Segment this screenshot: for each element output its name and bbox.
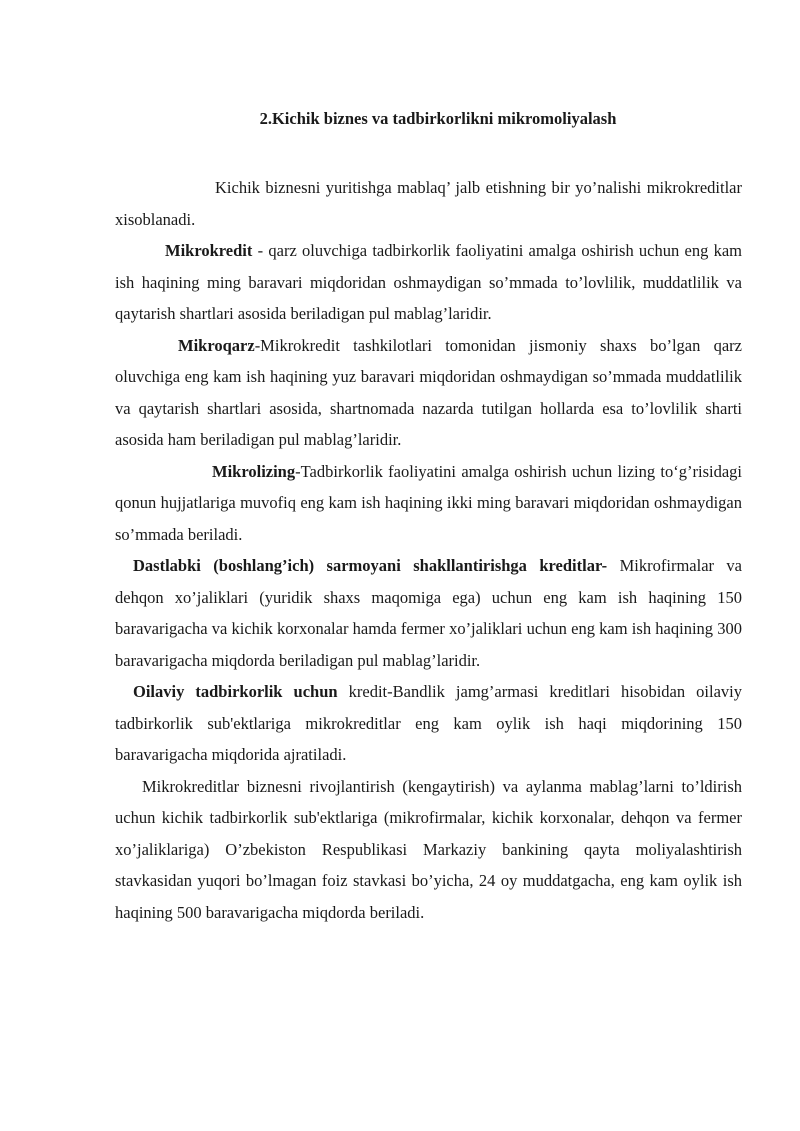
paragraph-text: Kichik biznesni yuritishga mablaq’ jalb etishning bir yo’nalishi mikrokreditlar xisoblanadi. xyxy=(115,178,742,229)
paragraph-intro xyxy=(115,172,742,235)
term-mikrolizing: Mikrolizing xyxy=(212,461,296,481)
paragraph-text: -Tadbirkorlik faoliyatini amalga oshirish uchun lizing to‘g’risidagi qonun hujjatlariga muvofiq eng kam ish haqining ikki ming baravari miqdoridan oshmaydigan so’mmada beriladi. xyxy=(115,461,742,544)
paragraph-text: Mikrofirmalar va dehqon xo’jaliklari (yuridik shaxs maqomiga ega) uchun eng kam ish haqining 150 baravarigacha va kichik korxonalar hamda fermer xo’jaliklari uchun eng kam ish haqining 300 baravarigacha miqdorda beriladigan pul mablag’laridir. xyxy=(115,556,743,670)
term-mikroqarz: Mikroqarz xyxy=(178,335,255,355)
term-oilaviy-tadbirkorlik: Oilaviy tadbirkorlik uchun xyxy=(133,682,338,701)
paragraph-mikroqarz xyxy=(115,330,742,456)
paragraph-text: kredit-Bandlik jamg’armasi kreditlari hisobidan oilaviy tadbirkorlik sub'ektlariga mikrokreditlar eng kam oylik ish haqi miqdorining 150 baravarigacha miqdorida ajratiladi. xyxy=(115,682,742,764)
section-title: 2.Kichik biznes va tadbirkorlikni mikromoliyalash xyxy=(259,109,617,128)
paragraph-mikrokredit xyxy=(115,235,742,330)
term-dastlabki-kreditlar: Dastlabki (boshlang’ich) sarmoyani shakllantirishga kreditlar- xyxy=(133,556,608,575)
paragraph-mikrokreditlar-shartlari xyxy=(115,771,742,929)
term-mikrokredit: Mikrokredit xyxy=(165,241,253,260)
paragraph-oilaviy-tadbirkorlik xyxy=(115,676,742,771)
paragraph-text: Mikrokreditlar biznesni rivojlantirish (kengaytirish) va aylanma mablag’larni to’ldirish uchun kichik tadbirkorlik sub'ektlariga (mikrofirmalar, kichik korxonalar, dehqon va fermer xo’jaliklariga) O’zbekiston Respublikasi Markaziy bankining qayta moliyalashtirish stavkasidan yuqori bo’lmagan foiz stavkasi bo’yicha, 24 oy muddatgacha, eng kam oylik ish haqining 500 baravarigacha miqdorda beriladi. xyxy=(115,776,742,922)
paragraph-text: - qarz oluvchiga tadbirkorlik faoliyatini amalga oshirish uchun eng kam ish haqining ming baravari miqdoridan oshmaydigan so’mmada to’lovlilik, muddatlilik va qaytarish shartlari asosida beriladigan pul mablag’laridir. xyxy=(115,241,742,323)
paragraph-mikrolizing xyxy=(115,456,742,551)
paragraph-text: -Mikrokredit tashkilotlari tomonidan jismoniy shaxs bo’lgan qarz oluvchiga eng kam ish haqining yuz baravari miqdoridan oshmaydigan so’mmada muddatlilik va qaytarish shartlari asosida, shartnomada nazarda tutilgan hollarda esa to’lovlilik sharti asosida ham beriladigan pul mablag’laridir. xyxy=(115,335,742,449)
document-body xyxy=(115,172,742,928)
paragraph-dastlabki-kreditlar xyxy=(115,550,742,676)
